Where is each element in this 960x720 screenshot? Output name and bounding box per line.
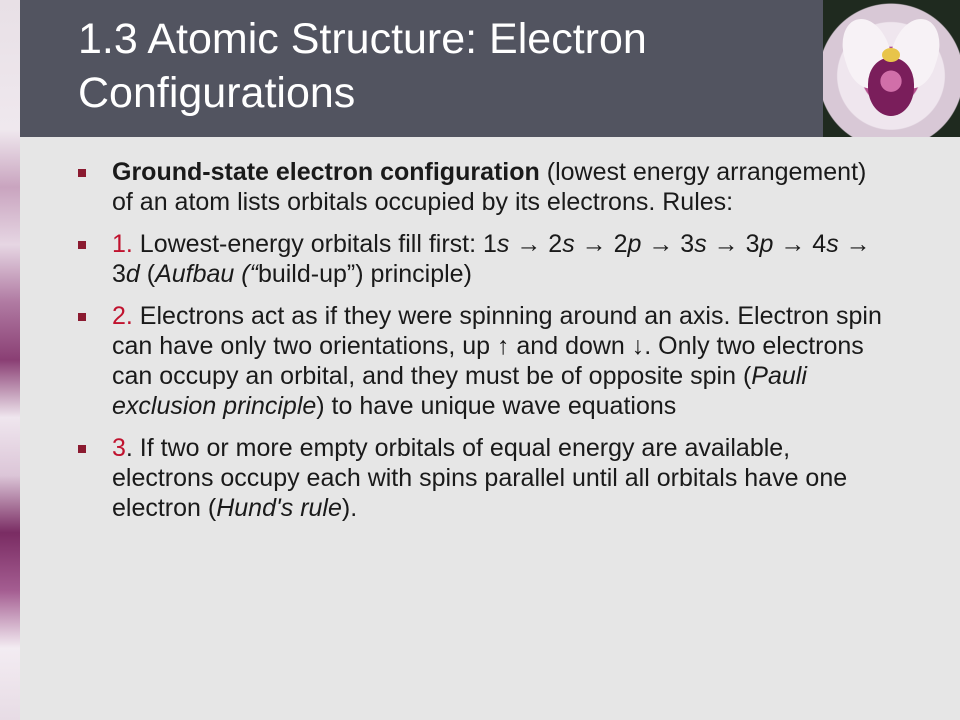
orbital-letter: s (496, 230, 510, 258)
orchid-photo-right (822, 0, 960, 138)
rule-text: build-up”) principle) (257, 260, 472, 288)
orchid-pollinia (882, 48, 900, 62)
pauli-term: Pauli exclusion principle (112, 362, 807, 420)
rule-text: ). (341, 494, 358, 522)
slide-content (20, 137, 960, 720)
rule-text: → 3 (641, 230, 695, 258)
slide-title: 1.3 Atomic Structure: Electron Configurations (78, 15, 647, 117)
rule-text: ) to have unique wave equations (316, 392, 677, 420)
rule-number: 1. (112, 230, 133, 258)
rule-text: . If two or more empty orbitals of equal energy are available, electrons occupy each with spins parallel until all orbitals have one electron ( (112, 434, 848, 522)
bullet-ground-state (20, 157, 882, 217)
rule-text: → 2 (574, 230, 628, 258)
rule-text: → 3 (112, 230, 871, 288)
rule-text: → 3 (706, 230, 760, 258)
orbital-letter: d (125, 260, 140, 288)
rule-text: Lowest-energy orbitals fill first: 1 (132, 230, 497, 258)
square-bullet-icon (78, 313, 86, 321)
bullet-list (20, 137, 960, 523)
rule-number: 3 (112, 434, 126, 462)
orbital-letter: s (562, 230, 575, 258)
square-bullet-icon (78, 445, 86, 453)
square-bullet-icon (78, 169, 86, 177)
rule-text: ( (139, 260, 156, 288)
orbital-letter: p (627, 230, 642, 258)
title-bar (20, 0, 823, 137)
orchid-lip (868, 58, 914, 116)
aufbau-term: Aufbau (“ (155, 260, 258, 288)
bullet-rule-1 (20, 229, 882, 289)
rule-text: → 2 (509, 230, 563, 258)
orbital-letter: s (694, 230, 707, 258)
orchid-photo-left (0, 0, 20, 720)
rule-number: 2. (112, 302, 133, 330)
hund-term: Hund's rule (216, 494, 342, 522)
orbital-letter: s (826, 230, 839, 258)
bullet-bold-term: Ground-state electron configuration (112, 158, 540, 186)
rule-text: Electrons act as if they were spinning around an axis. Electron spin can have only two orientations, up ↑ and down ↓. Only two electrons can occupy an orbital, and they must be of opposite spin ( (112, 302, 882, 390)
bullet-rule-2 (20, 301, 882, 421)
bullet-rule-3 (20, 433, 882, 523)
square-bullet-icon (78, 241, 86, 249)
rule-text: → 4 (773, 230, 827, 258)
bullet-text: (lowest energy arrangement) of an atom lists orbitals occupied by its electrons. Rules: (112, 158, 867, 216)
orbital-letter: p (759, 230, 774, 258)
